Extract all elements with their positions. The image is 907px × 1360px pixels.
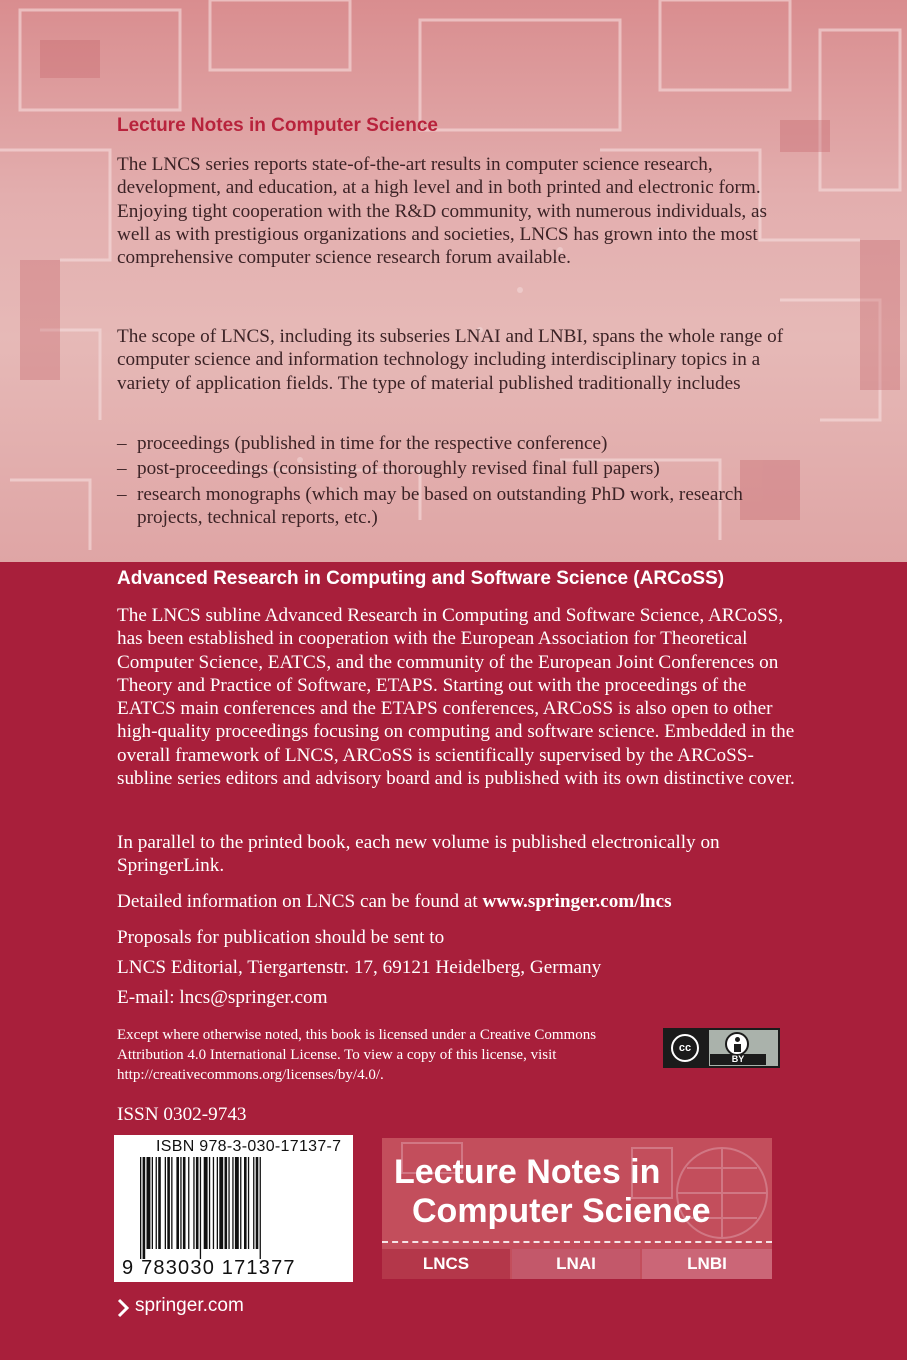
- isbn-number: ISBN 978-3-030-17137-7: [156, 1138, 342, 1155]
- logo-divider: [382, 1241, 772, 1245]
- series-scope: The scope of LNCS, including its subseries LNAI and LNBI, spans the whole range of computer science and information technology including interdisciplinary topics in a variety of application fields. The type of material published traditionally includes: [117, 326, 784, 394]
- barcode-bar: [140, 1157, 141, 1259]
- list-item-text: post-proceedings (consisting of thoroughly revised final full papers): [137, 458, 660, 480]
- barcode-bar: [183, 1157, 186, 1249]
- cc-by-badge[interactable]: [663, 1028, 780, 1068]
- list-item: [117, 432, 797, 455]
- barcode-bar: [228, 1157, 229, 1249]
- isbn-barcode: [114, 1135, 353, 1282]
- proposals-line: Proposals for publication should be sent to: [117, 927, 445, 948]
- editorial-address: LNCS Editorial, Tiergartenstr. 17, 69121 Heidelberg, Germany: [117, 957, 602, 978]
- list-item-text: research monographs (which may be based on outstanding PhD work, research projects, technical reports, etc.): [137, 483, 743, 528]
- barcode-bar: [156, 1157, 157, 1249]
- springerlink-note: In parallel to the printed book, each new volume is published electronically on SpringerLink.: [117, 832, 720, 877]
- logo-tab-lncs: LNCS: [382, 1249, 510, 1279]
- barcode-bar: [219, 1157, 223, 1249]
- list-item-text: proceedings (published in time for the respective conference): [137, 433, 608, 454]
- list-item: [117, 457, 797, 480]
- logo-tab-lnai: LNAI: [512, 1249, 640, 1279]
- barcode-bar: [213, 1157, 214, 1249]
- bullet-dash: –: [117, 483, 127, 505]
- license-notice: Except where otherwise noted, this book is licensed under a Creative Commons Attribution 4.0 International License. To view a copy of this license, visit http://creativecommons.org/licenses/by/4.0/.: [117, 1027, 597, 1083]
- barcode-digits: 9 783030 171377: [122, 1257, 296, 1279]
- attribution-person-icon: [725, 1032, 749, 1056]
- barcode-bar: [232, 1157, 233, 1249]
- chevron-right-icon: [117, 1298, 129, 1318]
- series-description: The LNCS series reports state-of-the-art results in computer science research, development, and education, at a high level and in both printed and electronic form. Enjoying tight cooperation with the R&D community, with numerous individuals, as well as with prestigious organizations and societies, LNCS has grown into the most comprehensive computer science research forum available.: [117, 154, 767, 269]
- issn-number: ISSN 0302-9743: [117, 1104, 247, 1125]
- lncs-url-link[interactable]: www.springer.com/lncs: [482, 891, 672, 912]
- logo-tab-lnbi: LNBI: [642, 1249, 772, 1279]
- barcode-bar: [217, 1157, 218, 1249]
- barcode-bar: [143, 1157, 146, 1259]
- barcode-bar: [152, 1157, 153, 1249]
- barcode-bar: [147, 1157, 151, 1249]
- barcode-bar: [176, 1157, 179, 1249]
- by-label: BY: [710, 1054, 766, 1065]
- barcode-bar: [248, 1157, 249, 1249]
- lncs-logo: [382, 1138, 772, 1279]
- material-types-list: [117, 432, 797, 531]
- arcoss-heading: Advanced Research in Computing and Software Science (ARCoSS): [117, 568, 725, 589]
- arcoss-description: The LNCS subline Advanced Research in Computing and Software Science, ARCoSS, has been established in cooperation with the European Association for Theoretical Computer Science, EATCS, and the community of the European Joint Conferences on Theory and Practice of Software, ETAPS. Starting out with the proceedings of the EATCS main conferences and the ETAPS conferences, ARCoSS is also open to other high-quality proceedings focusing on computing and software science. Embedded in the overall framework of LNCS, ARCoSS is scientifically supervised by the ARCoSS-subline series editors and advisory board and is published with its own distinctive cover.: [117, 605, 795, 790]
- barcode-bar: [204, 1157, 208, 1249]
- contact-email[interactable]: E-mail: lncs@springer.com: [117, 987, 328, 1008]
- detailed-info-text: Detailed information on LNCS can be found at: [117, 891, 478, 912]
- barcode-bar: [188, 1157, 189, 1249]
- barcode-bar: [240, 1157, 241, 1249]
- detailed-info-line: [117, 890, 797, 913]
- cc-icon: cc: [671, 1034, 699, 1062]
- barcode-bar: [253, 1157, 254, 1249]
- barcode-bar: [167, 1157, 170, 1249]
- barcode-bar: [171, 1157, 172, 1249]
- barcode-bar: [196, 1157, 199, 1249]
- barcode-bar: [244, 1157, 247, 1249]
- barcode-bar: [180, 1157, 181, 1249]
- series-heading: Lecture Notes in Computer Science: [117, 115, 438, 136]
- logo-title-line1: Lecture Notes in: [394, 1153, 661, 1191]
- list-item: [117, 483, 797, 530]
- barcode-icon: [136, 1157, 336, 1262]
- barcode-bar: [235, 1157, 239, 1249]
- barcode-bar: [193, 1157, 194, 1249]
- springer-website-link[interactable]: springer.com: [135, 1295, 244, 1316]
- logo-title-line2: Computer Science: [412, 1192, 711, 1230]
- barcode-bar: [158, 1157, 161, 1249]
- cc-badge-left: [665, 1030, 709, 1066]
- bullet-dash: –: [117, 433, 127, 454]
- barcode-bar: [225, 1157, 228, 1249]
- bullet-dash: –: [117, 458, 127, 480]
- barcode-bar: [260, 1157, 261, 1259]
- barcode-bar: [209, 1157, 210, 1249]
- barcode-bar: [256, 1157, 259, 1249]
- barcode-bar: [200, 1157, 201, 1259]
- barcode-bar: [165, 1157, 166, 1249]
